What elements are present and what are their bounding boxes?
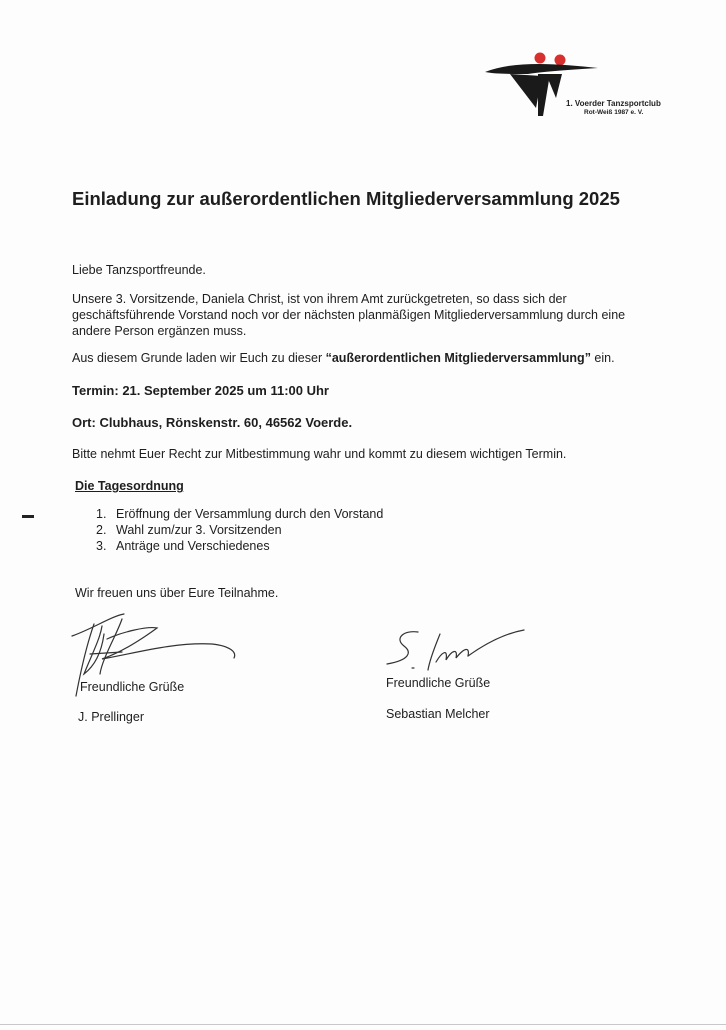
document-title: Einladung zur außerordentlichen Mitgliederversammlung 2025 [72,188,620,209]
salutation: Liebe Tanzsportfreunde. [72,263,206,277]
paragraph1-line1: Unsere 3. Vorsitzende, Daniela Christ, ist von ihrem Amt zurückgetreten, so dass sich der [72,292,567,306]
agenda-item [96,506,383,522]
agenda-item-number: 2. [96,523,107,537]
page-bottom-divider [0,1024,726,1025]
club-name: 1. Voerder Tanzsportclub [566,99,661,108]
agenda-item-number: 3. [96,539,107,553]
ort-line: Ort: Clubhaus, Rönskenstr. 60, 46562 Voerde. [72,415,353,430]
club-logo [480,46,670,126]
closing-thanks: Wir freuen uns über Eure Teilnahme. [75,586,279,600]
paragraph1-line2: geschäftsführende Vorstand noch vor der nächsten planmäßigen Mitgliederversammlung durch eine [72,308,626,322]
dancers-logo-icon [480,46,600,121]
agenda-item-text: Eröffnung der Versammlung durch den Vorstand [116,507,384,521]
agenda-item [96,522,383,538]
paragraph1-line3: andere Person ergänzen muss. [72,324,247,338]
termin-line: Termin: 21. September 2025 um 11:00 Uhr [72,383,329,398]
signature-right-icon [382,624,532,674]
signatory-right: Sebastian Melcher [386,707,490,721]
greeting-right: Freundliche Grüße [386,676,491,690]
greeting-left: Freundliche Grüße [80,680,185,694]
margin-mark [22,515,34,518]
paragraph2-suffix: ein. [590,351,615,365]
agenda-item-text: Anträge und Verschiedenes [116,539,270,553]
paragraph2-prefix: Aus diesem Grunde laden wir Euch zu dieser [72,351,326,365]
club-subtitle: Rot-Weiß 1987 e. V. [584,109,644,116]
agenda-item [96,538,383,554]
agenda-heading: Die Tagesordnung [75,479,184,493]
paragraph2 [72,350,615,366]
paragraph2-bold: “außerordentlichen Mitgliederversammlung” [325,351,591,365]
agenda-list [96,506,383,554]
agenda-item-number: 1. [96,507,107,521]
appeal-text: Bitte nehmt Euer Recht zur Mitbestimmung wahr und kommt zu diesem wichtigen Termin. [72,447,567,461]
signatory-left: J. Prellinger [78,710,144,724]
agenda-item-text: Wahl zum/zur 3. Vorsitzenden [116,523,282,537]
